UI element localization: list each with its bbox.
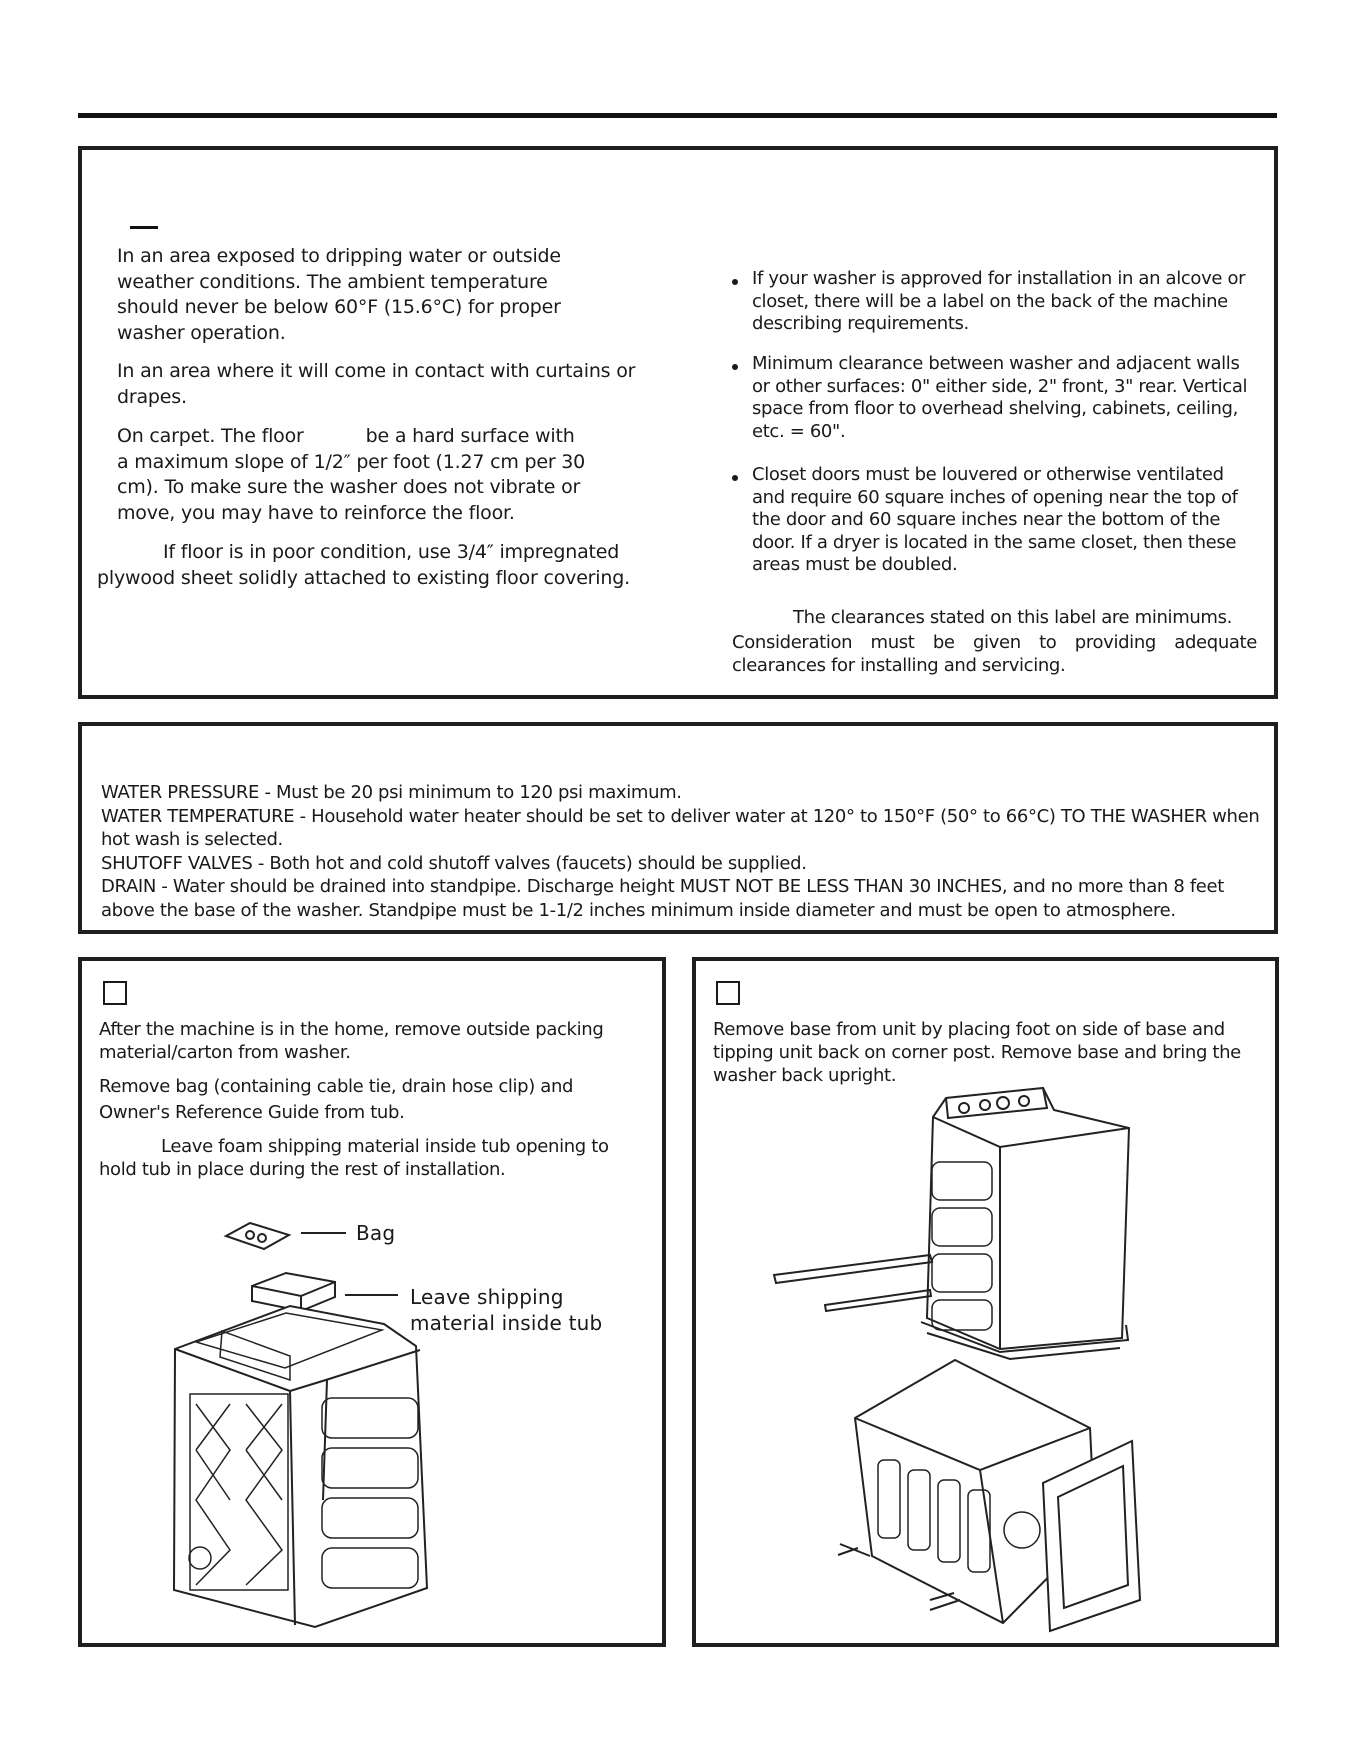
remove-base-text: Remove base from unit by placing foot on side of base and tipping unit back on corner post. Remove base and bring the washer back upright. bbox=[713, 1019, 1241, 1086]
alcove-bullet-2: Minimum clearance between washer and adjacent walls or other surfaces: 0" either side, 2" front, 3" rear. Vertical space from floor to overhead shelving, cabinets, ceiling, etc. = 60". bbox=[752, 353, 1248, 442]
carpet-text-b: be a hard surface with bbox=[365, 425, 575, 447]
alcove-note-b: Consideration must be given to providing adequate clearances for installing and servicing. bbox=[732, 632, 1257, 676]
req-drain: DRAIN - Water should be drained into standpipe. Discharge height MUST NOT BE LESS THAN 30 INCHES, and no more than 8 feet bbox=[101, 876, 1224, 897]
unpack-text-1: After the machine is in the home, remove outside packing material/carton from washer. bbox=[99, 1019, 604, 1063]
area-exposed-text: In an area exposed to dripping water or outside weather conditions. The ambient temperature should never be below 60°F (15.6°C) for proper washer operation. bbox=[117, 245, 561, 344]
alcove-note-a: The clearances stated on this label are minimums. bbox=[793, 607, 1233, 628]
curtains-text: In an area where it will come in contact with curtains or drapes. bbox=[117, 360, 636, 408]
req-water-temperature: WATER TEMPERATURE - Household water heater should be set to deliver water at 120° to 150°F (50° to 66°C) TO THE WASHER when bbox=[101, 805, 1260, 827]
req-water-pressure: WATER PRESSURE - Must be 20 psi minimum to 120 psi maximum. bbox=[101, 782, 682, 803]
alcove-bullet-3: Closet doors must be louvered or otherwise ventilated and require 60 square inches of opening near the top of the door and 60 square inches near the bottom of the door. If a dryer is located in the same closet, then these areas must be doubled. bbox=[752, 464, 1238, 575]
shipping-label-2: material inside tub bbox=[410, 1311, 603, 1335]
floor-note-a: If floor is in poor condition, use 3/4″ impregnated bbox=[163, 541, 620, 563]
carpet-text-rest: a maximum slope of 1/2″ per foot (1.27 cm per 30 cm). To make sure the washer does not vibrate or move, you may have to reinforce the floor. bbox=[117, 450, 586, 524]
req-shutoff-valves: SHUTOFF VALVES - Both hot and cold shutoff valves (faucets) should be supplied. bbox=[101, 852, 807, 874]
floor-note-b: plywood sheet solidly attached to existing floor covering. bbox=[97, 567, 630, 589]
carpet-text-a: On carpet. The floor bbox=[117, 425, 304, 447]
unpack-note: Leave foam shipping material inside tub opening to hold tub in place during the rest of installation. bbox=[99, 1136, 609, 1180]
unpack-text-2: Remove bag (containing cable tie, drain hose clip) and Owner's Reference Guide from tub. bbox=[99, 1076, 574, 1123]
req-water-temperature-cont: hot wash is selected. bbox=[101, 829, 283, 850]
bag-label: Bag bbox=[356, 1221, 396, 1245]
shipping-label-1: Leave shipping bbox=[410, 1285, 564, 1309]
req-drain-cont: above the base of the washer. Standpipe must be 1-1/2 inches minimum inside diameter and must be open to atmosphere. bbox=[101, 899, 1176, 921]
alcove-bullet-1: If your washer is approved for installation in an alcove or closet, there will be a label on the back of the machine describing requirements. bbox=[752, 268, 1246, 334]
